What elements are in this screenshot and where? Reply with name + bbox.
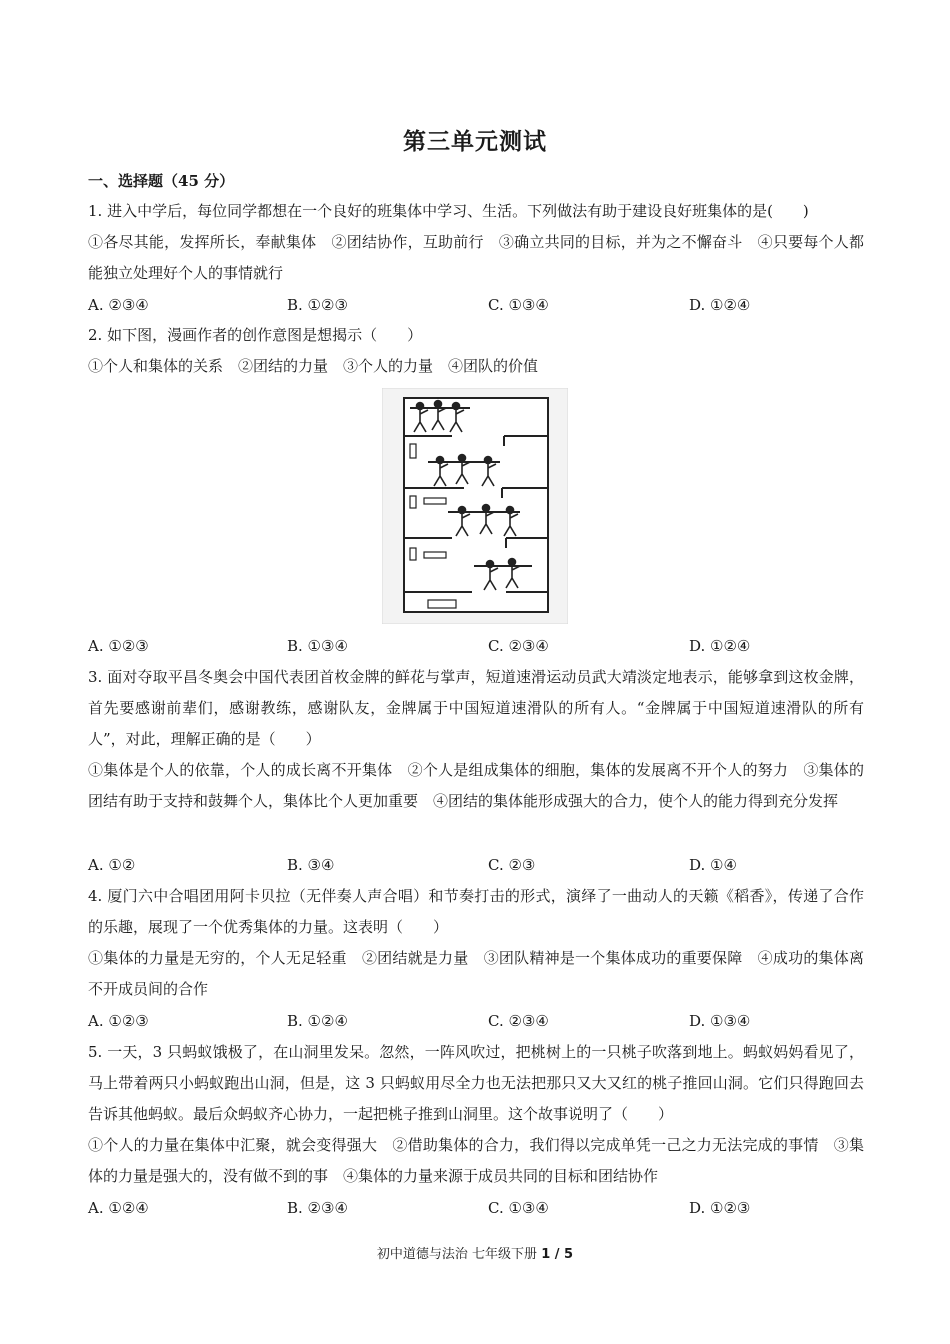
question-statements: ①各尽其能，发挥所长，奉献集体 ②团结协作，互助前行 ③确立共同的目标，并为之不懈奋斗 ④只要每个人都能独立处理好个人的事情就行 [88,233,864,282]
page-title: 第三单元测试 [403,128,547,155]
option-a[interactable]: A. ①②③ [88,637,149,655]
option-a[interactable]: A. ①②④ [88,1199,149,1217]
option-b[interactable]: B. ③④ [287,856,335,874]
option-b[interactable]: B. ①③④ [287,637,348,655]
option-b[interactable]: B. ②③④ [287,1199,348,1217]
options-row [88,1009,864,1033]
option-a[interactable]: A. ①②③ [88,1012,149,1030]
cartoon-illustration [382,388,568,624]
option-d[interactable]: D. ①②③ [689,1199,751,1217]
option-b[interactable]: B. ①②③ [287,296,348,314]
page-number: 1 / 5 [541,1247,574,1262]
question-text: 5. 一天，3 只蚂蚁饿极了，在山洞里发呆。忽然，一阵风吹过，把桃树上的一只桃子吹落到地上。蚂蚁妈妈看见了，马上带着两只小蚂蚁跑出山洞，但是，这 3 只蚂蚁用尽全力也无法把那只又大又红的桃子推回山洞。它们只得跑回去告诉其他蚂蚁。最后众蚂蚁齐心协力，一起把桃子推到山洞里。这个故事说明了（ ） [88,1043,864,1123]
page-footer [0,1243,950,1262]
question-text: 4. 厦门六中合唱团用阿卡贝拉（无伴奏人声合唱）和节奏打击的形式，演绎了一曲动人的天籁《稻香》，传递了合作的乐趣，展现了一个优秀集体的力量。这表明（ ） [88,887,864,936]
options-row [88,853,864,877]
option-d[interactable]: D. ①②④ [689,296,751,314]
option-b[interactable]: B. ①②④ [287,1012,348,1030]
question-1 [88,196,864,289]
options-row [88,634,864,658]
question-2 [88,320,864,382]
option-c[interactable]: C. ①③④ [488,1199,549,1217]
option-a[interactable]: A. ②③④ [88,296,149,314]
option-a[interactable]: A. ①② [88,856,136,874]
option-c[interactable]: C. ②③④ [488,1012,549,1030]
question-3 [88,662,864,817]
footer-subject: 初中道德与法治 七年级下册 [376,1247,538,1262]
options-row [88,293,864,317]
question-statements: ①个人和集体的关系 ②团结的力量 ③个人的力量 ④团队的价值 [88,357,539,375]
question-5 [88,1037,864,1192]
question-statements: ①集体是个人的依靠，个人的成长离不开集体 ②个人是组成集体的细胞，集体的发展离不开个人的努力 ③集体的团结有助于支持和鼓舞个人，集体比个人更加重要 ④团结的集体能形成强大的合力，使个人的能力得到充分发挥 [88,761,864,810]
option-c[interactable]: C. ②③④ [488,637,549,655]
question-statements: ①集体的力量是无穷的，个人无足轻重 ②团结就是力量 ③团队精神是一个集体成功的重要保障 ④成功的集体离不开成员间的合作 [88,949,864,998]
options-row [88,1196,864,1220]
question-statements: ①个人的力量在集体中汇聚，就会变得强大 ②借助集体的合力，我们得以完成单凭一己之力无法完成的事情 ③集体的力量是强大的，没有做不到的事 ④集体的力量来源于成员共同的目标和团结协作 [88,1136,864,1185]
question-text: 3. 面对夺取平昌冬奥会中国代表团首枚金牌的鲜花与掌声，短道速滑运动员武大靖淡定地表示，能够拿到这枚金牌，首先要感谢前辈们，感谢教练，感谢队友，金牌属于中国短道速滑队的所有人。“金牌属于中国短道速滑队的所有人”，对此，理解正确的是（ ） [88,668,864,748]
section-heading: 一、选择题（45 分） [88,172,235,190]
question-text: 2. 如下图，漫画作者的创作意图是想揭示（ ） [88,326,423,344]
option-d[interactable]: D. ①④ [689,856,737,874]
question-text: 1. 进入中学后，每位同学都想在一个良好的班集体中学习、生活。下列做法有助于建设良好班集体的是( ) [88,202,809,220]
option-c[interactable]: C. ①③④ [488,296,549,314]
question-4 [88,881,864,1005]
option-d[interactable]: D. ①③④ [689,1012,751,1030]
option-c[interactable]: C. ②③ [488,856,536,874]
option-d[interactable]: D. ①②④ [689,637,751,655]
